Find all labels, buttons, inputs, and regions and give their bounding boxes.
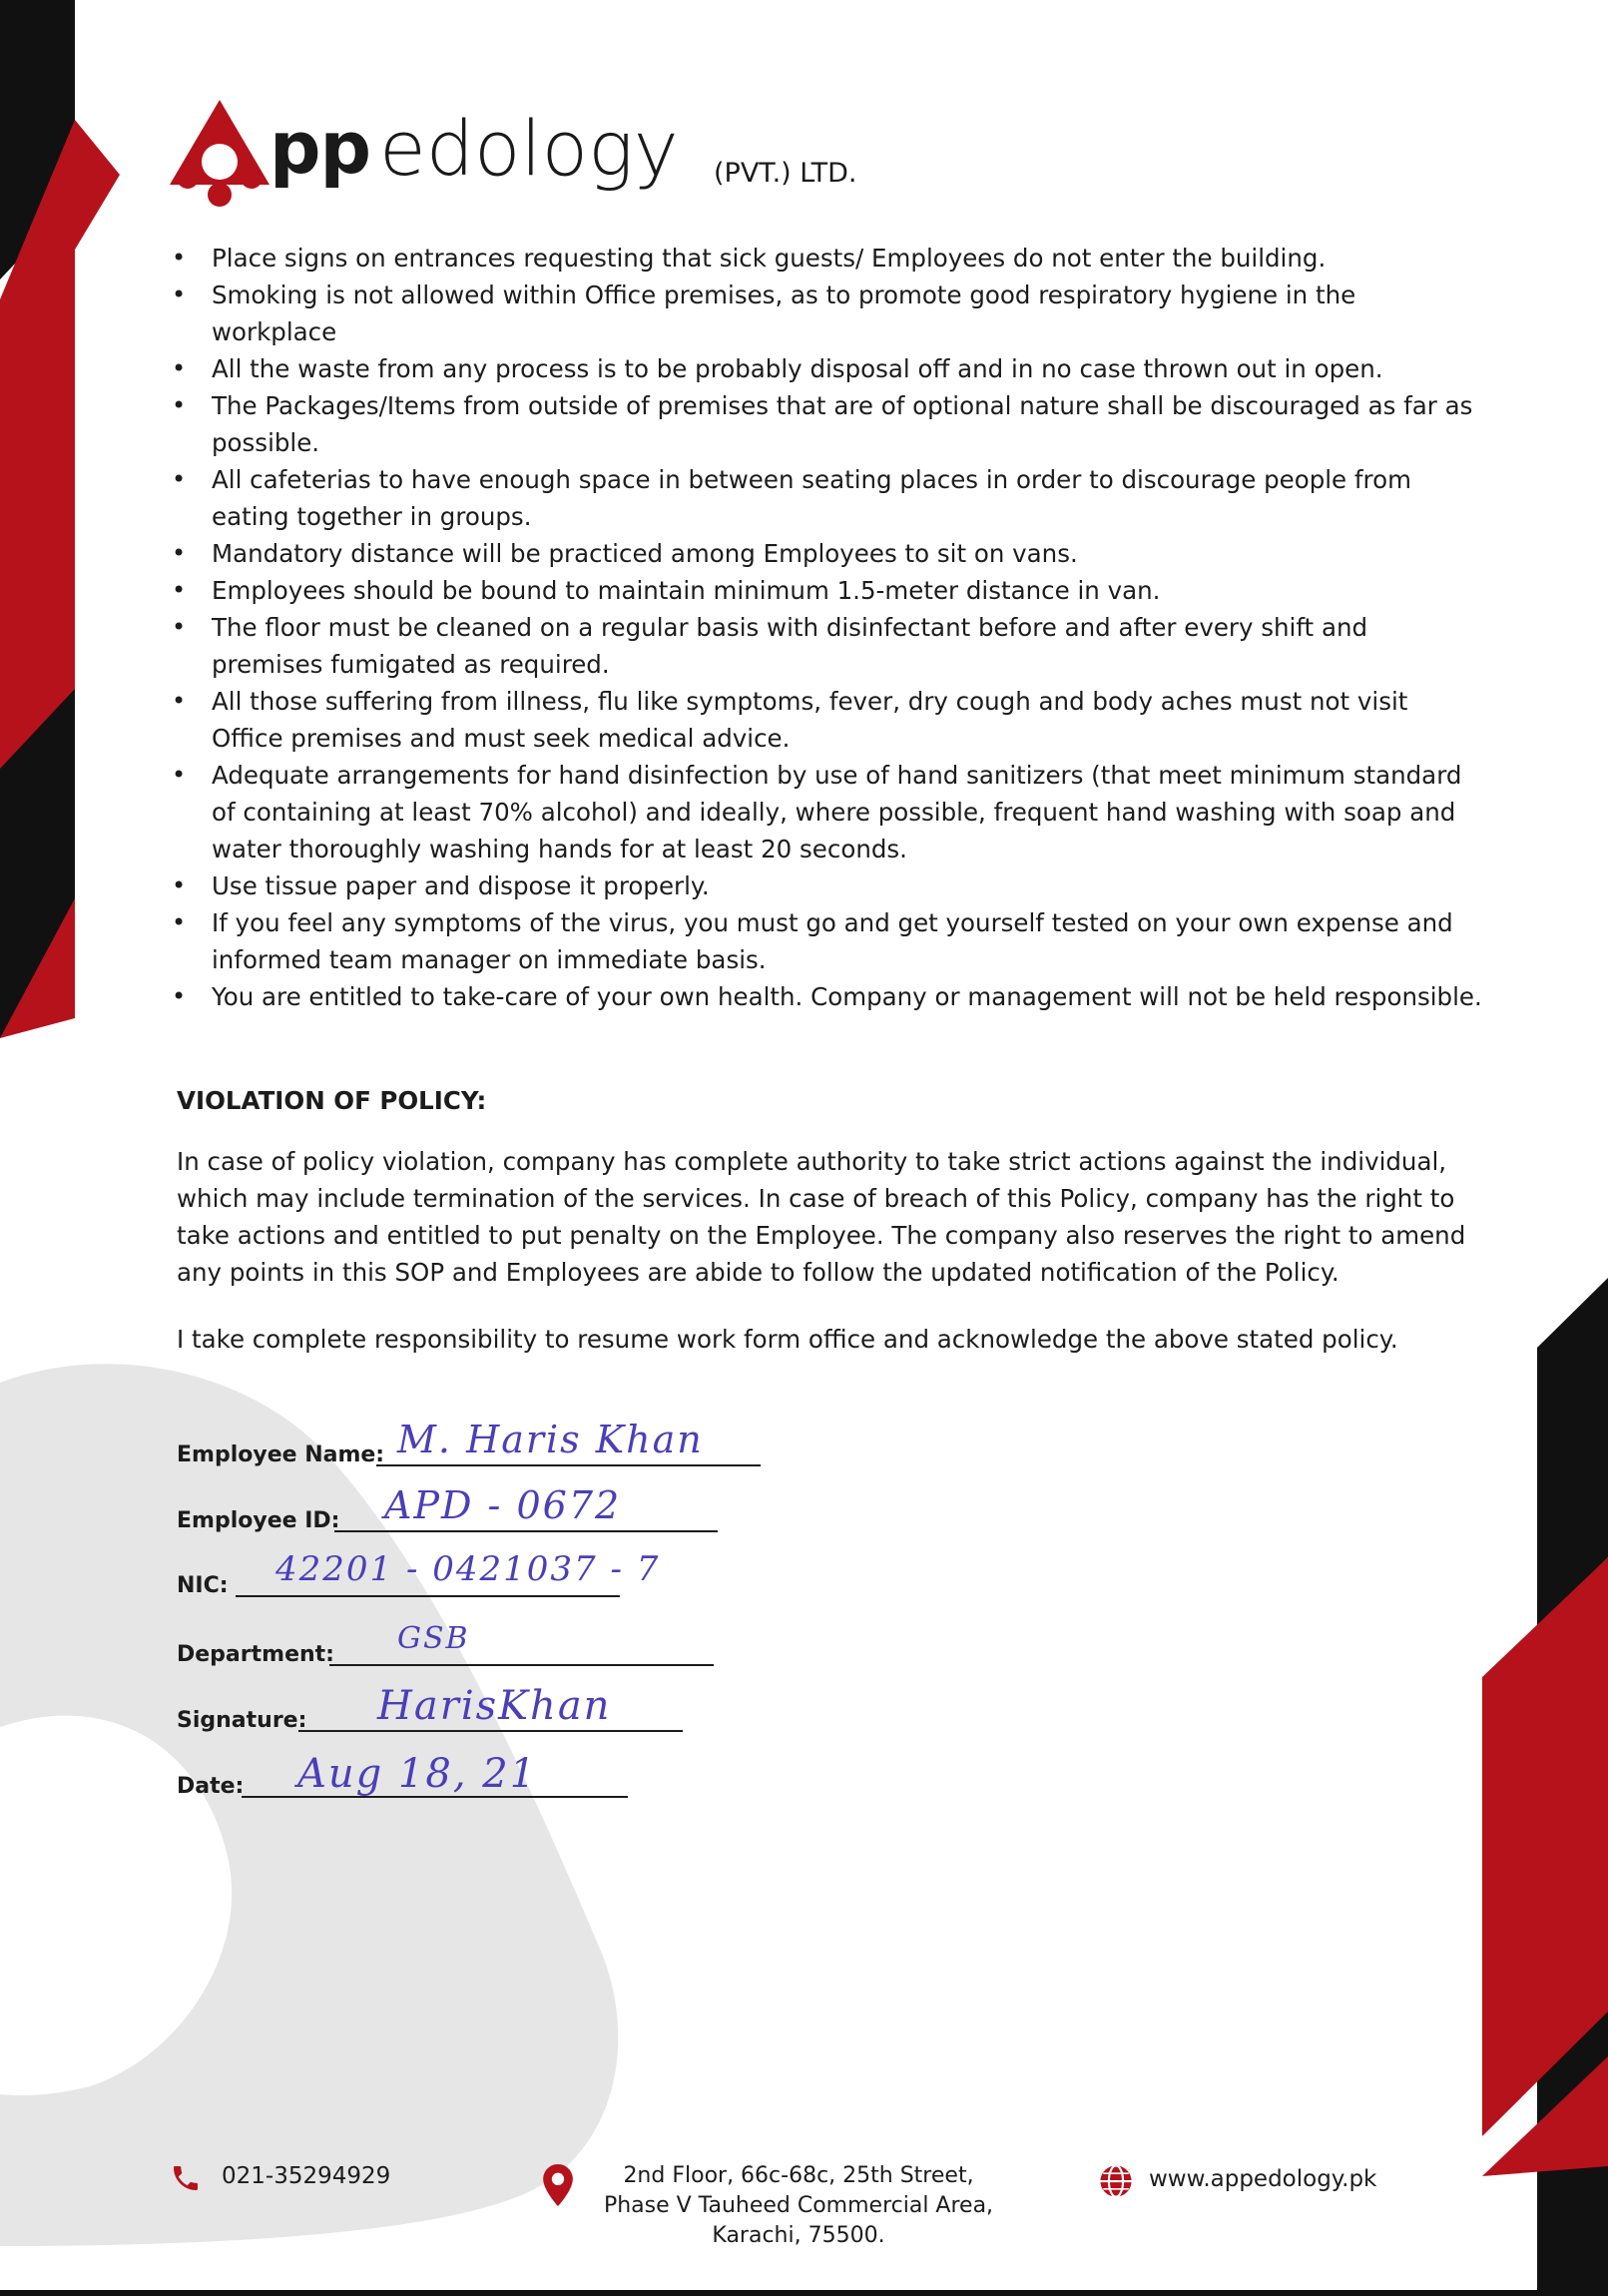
policy-item: • Smoking is not allowed within Office premises, as to promote good respiratory hygiene in the workplace [168,277,1485,350]
violation-heading: VIOLATION OF POLICY: [177,1086,487,1115]
date-label: Date: [177,1774,245,1799]
address-line: Karachi, 75500. [712,2223,885,2248]
policy-item: • The floor must be cleaned on a regular basis with disinfectant before and after every shift and premises fumigated as required. [168,609,1485,683]
nic-value[interactable]: 42201 - 0421037 - 7 [275,1549,661,1589]
employee-id-line [334,1530,718,1532]
policy-item: • If you feel any symptoms of the virus, you must go and get yourself tested on your own expense and informed team manager on immediate basis. [168,904,1485,978]
violation-paragraph: In case of policy violation, company has complete authority to take strict actions against the individual, which may include termination of the services. In case of breach of this Policy, company has the right to take actions and entitled to put penalty on the Employee. The company also reserves the right to amend any points in this SOP and Employees are abide to follow the updated notification of the Policy. [177,1147,1466,1287]
nic-label: NIC: [177,1573,229,1598]
employee-name-label: Employee Name: [177,1442,385,1467]
address-line: 2nd Floor, 66c-68c, 25th Street, [623,2163,974,2188]
policy-item: • Use tissue paper and dispose it properly. [168,867,1485,904]
signature-value[interactable]: HarisKhan [377,1683,612,1729]
employee-id-value[interactable]: APD - 0672 [384,1483,622,1527]
policy-item: • All those suffering from illness, flu like symptoms, fever, dry cough and body aches must not visit Office premises and must seek medical advice. [168,683,1485,757]
company-logo [170,100,928,210]
policy-item: • All the waste from any process is to be probably disposal off and in no case thrown out in open. [168,350,1485,387]
address-line: Phase V Tauheed Commercial Area, [603,2193,994,2218]
footer-phone[interactable]: 021-35294929 [222,2163,391,2189]
department-value[interactable]: GSB [397,1621,470,1656]
footer-address [589,2161,1008,2251]
acknowledgement-text: I take complete responsibility to resume work form office and acknowledge the above stated policy. [177,1325,1398,1354]
policy-item: • You are entitled to take-care of your own health. Company or management will not be held responsible. [168,978,1485,1015]
policy-item: • Place signs on entrances requesting that sick guests/ Employees do not enter the building. [168,240,1485,277]
policy-item: • Employees should be bound to maintain minimum 1.5-meter distance in van. [168,572,1485,609]
policy-item: • The Packages/Items from outside of premises that are of optional nature shall be discouraged as far as possible. [168,387,1485,461]
logo-text-edology: edology [379,104,679,193]
employee-name-line [376,1464,761,1466]
footer-website[interactable]: www.appedology.pk [1149,2166,1377,2192]
department-line [329,1664,714,1666]
nic-line [236,1595,620,1597]
department-label: Department: [177,1642,334,1667]
policy-list [168,240,1485,1015]
policy-item: • All cafeterias to have enough space in between seating places in order to discourage people from eating together in groups. [168,461,1485,535]
policy-item: • Adequate arrangements for hand disinfection by use of hand sanitizers (that meet minimum standard of containing at least 70% alcohol) and ideally, where possible, frequent hand washing with soap and water thoroughly washing hands for at least 20 seconds. [168,757,1485,867]
phone-icon [170,2162,202,2194]
employee-name-value[interactable]: M. Haris Khan [397,1418,704,1461]
employee-id-label: Employee ID: [177,1508,340,1533]
logo-a-mark-icon [170,100,269,210]
signature-line [298,1730,683,1732]
signature-label: Signature: [177,1708,307,1733]
location-pin-icon [543,2164,573,2206]
globe-icon [1099,2164,1133,2198]
policy-item: • Mandatory distance will be practiced among Employees to sit on vans. [168,535,1485,572]
logo-suffix: (PVT.) LTD. [714,158,857,189]
logo-text-pp: pp [269,106,371,190]
date-value[interactable]: Aug 18, 21 [297,1751,538,1797]
